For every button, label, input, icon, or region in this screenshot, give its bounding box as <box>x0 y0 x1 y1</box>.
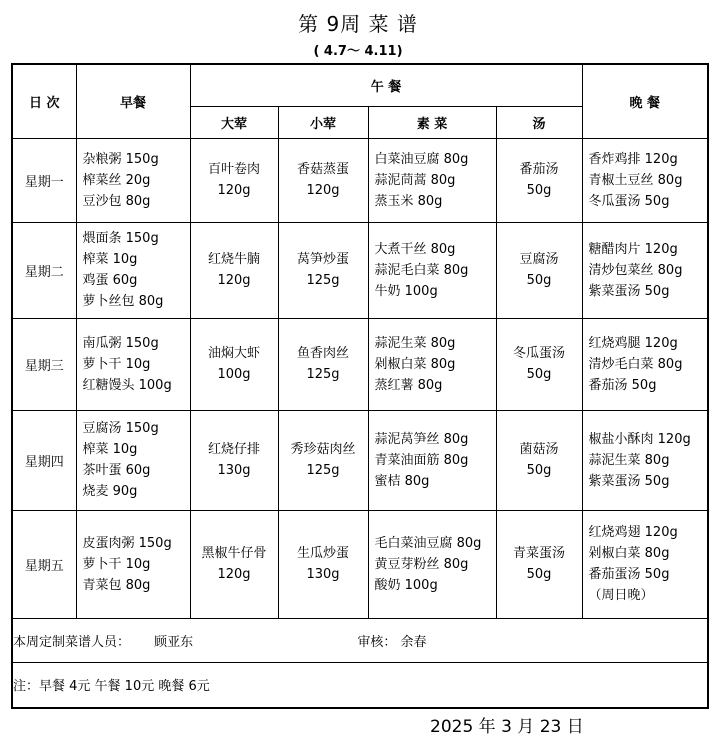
signature-cell <box>12 618 708 662</box>
menu-line: 清炒毛白菜 80g <box>588 356 683 372</box>
header-row <box>12 64 708 106</box>
header-dinner: 晚 餐 <box>582 64 708 138</box>
menu-line: 青椒土豆丝 80g <box>588 172 683 188</box>
menu-line: 皮蛋肉粥 150g <box>82 535 172 551</box>
menu-line: 牛奶 100g <box>374 283 438 299</box>
menu-line: 鱼香肉丝 <box>296 346 349 361</box>
menu-line: 50g <box>526 463 552 478</box>
menu-line: 蒸红薯 80g <box>374 377 443 393</box>
menu-line: 番茄蛋汤 50g <box>588 567 670 582</box>
side-meat-cell <box>278 222 368 318</box>
menu-line: 红烧鸡翅 120g <box>588 525 678 540</box>
date-range: ( 4.7～ 4.11) <box>313 44 403 59</box>
menu-line: 50g <box>526 567 552 582</box>
issue-date: 2025 年 3 月 23 日 <box>430 717 584 737</box>
menu-line: 油焖大虾 <box>207 346 260 361</box>
dinner-cell <box>582 318 708 410</box>
table-row <box>12 410 708 510</box>
dinner-cell <box>582 510 708 618</box>
menu-line: 椒盐小酥肉 120g <box>588 431 691 447</box>
dinner-cell <box>582 138 708 222</box>
menu-line: 茶叶蛋 60g <box>82 463 151 478</box>
header-breakfast: 早餐 <box>76 64 190 138</box>
menu-line: 豆腐汤 <box>519 252 559 267</box>
menu-line: 榨菜 10g <box>82 252 138 267</box>
main-meat-cell <box>190 138 278 222</box>
vegetable-cell <box>368 138 496 222</box>
menu-line: 烧麦 90g <box>82 484 138 499</box>
breakfast-cell <box>76 222 190 318</box>
breakfast-cell <box>76 138 190 222</box>
main-meat-cell <box>190 510 278 618</box>
menu-line: 黄豆芽粉丝 80g <box>374 556 469 572</box>
breakfast-cell <box>76 410 190 510</box>
menu-line: 青菜蛋汤 <box>513 546 566 561</box>
menu-line: 鸡蛋 60g <box>82 273 138 288</box>
day-cell: 星期二 <box>12 222 76 318</box>
menu-line: 豆沙包 80g <box>82 193 151 209</box>
menu-line: （周日晚） <box>588 588 654 603</box>
reviewer-label: 审核： <box>357 634 397 650</box>
menu-line: 蒜泥毛白菜 80g <box>374 262 469 278</box>
main-meat-cell <box>190 410 278 510</box>
menu-line: 秀珍菇肉丝 <box>290 442 356 457</box>
menu-line: 番茄汤 <box>519 162 559 177</box>
menu-line: 蒜泥莴笋丝 80g <box>374 431 469 447</box>
table-row <box>12 222 708 318</box>
menu-line: 蒜泥茼蒿 80g <box>374 172 456 188</box>
main-meat-cell <box>190 222 278 318</box>
menu-line: 125g <box>306 463 340 478</box>
vegetable-cell <box>368 510 496 618</box>
menu-line: 白菜油豆腐 80g <box>374 151 469 167</box>
table-row <box>12 510 708 618</box>
menu-line: 红烧鸡腿 120g <box>588 335 678 351</box>
menu-line: 蒸玉米 80g <box>374 193 443 209</box>
menu-line: 香菇蒸蛋 <box>296 162 349 177</box>
vegetable-cell <box>368 410 496 510</box>
dinner-cell <box>582 222 708 318</box>
soup-cell <box>496 510 582 618</box>
soup-cell <box>496 318 582 410</box>
menu-line: 生瓜炒蛋 <box>296 546 349 561</box>
menu-line: 50g <box>526 183 552 198</box>
vegetable-cell <box>368 222 496 318</box>
menu-line: 百叶卷肉 <box>207 162 260 177</box>
menu-line: 番茄汤 50g <box>588 377 657 393</box>
soup-cell <box>496 222 582 318</box>
dinner-cell <box>582 410 708 510</box>
day-cell: 星期一 <box>12 138 76 222</box>
menu-line: 100g <box>217 367 251 382</box>
page-title: 第 9周 菜 谱 <box>298 12 418 36</box>
menu-line: 冬瓜蛋汤 <box>513 346 566 361</box>
reviewer-name: 余春 <box>400 634 427 650</box>
menu-line: 120g <box>217 183 251 198</box>
side-meat-cell <box>278 410 368 510</box>
main-meat-cell <box>190 318 278 410</box>
menu-line: 萝卜丝包 80g <box>82 294 164 309</box>
menu-line: 南瓜粥 150g <box>82 335 159 351</box>
menu-line: 毛白菜油豆腐 80g <box>374 535 482 551</box>
signature-row <box>12 618 708 662</box>
soup-cell <box>496 138 582 222</box>
menu-line: 紫菜蛋汤 50g <box>588 473 670 489</box>
menu-line: 莴笋炒蛋 <box>296 252 349 267</box>
menu-line: 剁椒白菜 80g <box>374 356 456 372</box>
header-main-meat: 大荤 <box>190 106 278 138</box>
menu-line: 黑椒牛仔骨 <box>201 546 267 561</box>
day-cell: 星期五 <box>12 510 76 618</box>
menu-line: 榨菜丝 20g <box>82 172 151 188</box>
note-row <box>12 662 708 708</box>
menu-line: 紫菜蛋汤 50g <box>588 283 670 299</box>
breakfast-cell <box>76 510 190 618</box>
price-note: 注：早餐 4元 午餐 10元 晚餐 6元 <box>12 662 708 708</box>
breakfast-cell <box>76 318 190 410</box>
menu-line: 红烧牛腩 <box>207 252 260 267</box>
menu-line: 蒜泥生菜 80g <box>588 452 670 468</box>
menu-line: 酸奶 100g <box>374 577 438 593</box>
menu-line: 青菜油面筋 80g <box>374 452 469 468</box>
header-soup: 汤 <box>496 106 582 138</box>
menu-line: 糖醋肉片 120g <box>588 241 678 257</box>
menu-line: 清炒包菜丝 80g <box>588 262 683 278</box>
menu-line: 红糖馒头 100g <box>82 377 172 393</box>
maker-name: 顾亚东 <box>154 634 194 650</box>
menu-line: 130g <box>217 463 251 478</box>
menu-line: 蜜桔 80g <box>374 473 430 489</box>
day-cell: 星期四 <box>12 410 76 510</box>
menu-line: 豆腐汤 150g <box>82 421 159 436</box>
menu-line: 50g <box>526 367 552 382</box>
menu-line: 剁椒白菜 80g <box>588 546 670 561</box>
menu-line: 萝卜干 10g <box>82 356 151 372</box>
menu-table <box>11 63 709 709</box>
menu-line: 菌菇汤 <box>519 442 559 457</box>
header-lunch: 午 餐 <box>190 64 582 106</box>
menu-line: 蒜泥生菜 80g <box>374 335 456 351</box>
vegetable-cell <box>368 318 496 410</box>
table-row <box>12 138 708 222</box>
maker-label: 本周定制菜谱人员： <box>13 634 131 650</box>
menu-line: 大煮干丝 80g <box>374 241 456 257</box>
header-side-meat: 小荤 <box>278 106 368 138</box>
menu-line: 50g <box>526 273 552 288</box>
menu-line: 萝卜干 10g <box>82 556 151 572</box>
day-cell: 星期三 <box>12 318 76 410</box>
table-row <box>12 318 708 410</box>
soup-cell <box>496 410 582 510</box>
side-meat-cell <box>278 318 368 410</box>
side-meat-cell <box>278 138 368 222</box>
menu-line: 榨菜 10g <box>82 442 138 457</box>
menu-line: 120g <box>217 567 251 582</box>
menu-line: 红烧仔排 <box>207 442 260 457</box>
menu-line: 125g <box>306 367 340 382</box>
menu-line: 125g <box>306 273 340 288</box>
menu-line: 煨面条 150g <box>82 231 159 246</box>
menu-line: 冬瓜蛋汤 50g <box>588 193 670 209</box>
menu-line: 青菜包 80g <box>82 577 151 593</box>
menu-body <box>12 138 708 618</box>
side-meat-cell <box>278 510 368 618</box>
menu-line: 120g <box>217 273 251 288</box>
menu-line: 120g <box>306 183 340 198</box>
menu-line: 130g <box>306 567 340 582</box>
menu-line: 杂粮粥 150g <box>82 151 159 167</box>
header-vegetable: 素 菜 <box>368 106 496 138</box>
menu-line: 香炸鸡排 120g <box>588 151 678 167</box>
header-day: 日 次 <box>12 64 76 138</box>
